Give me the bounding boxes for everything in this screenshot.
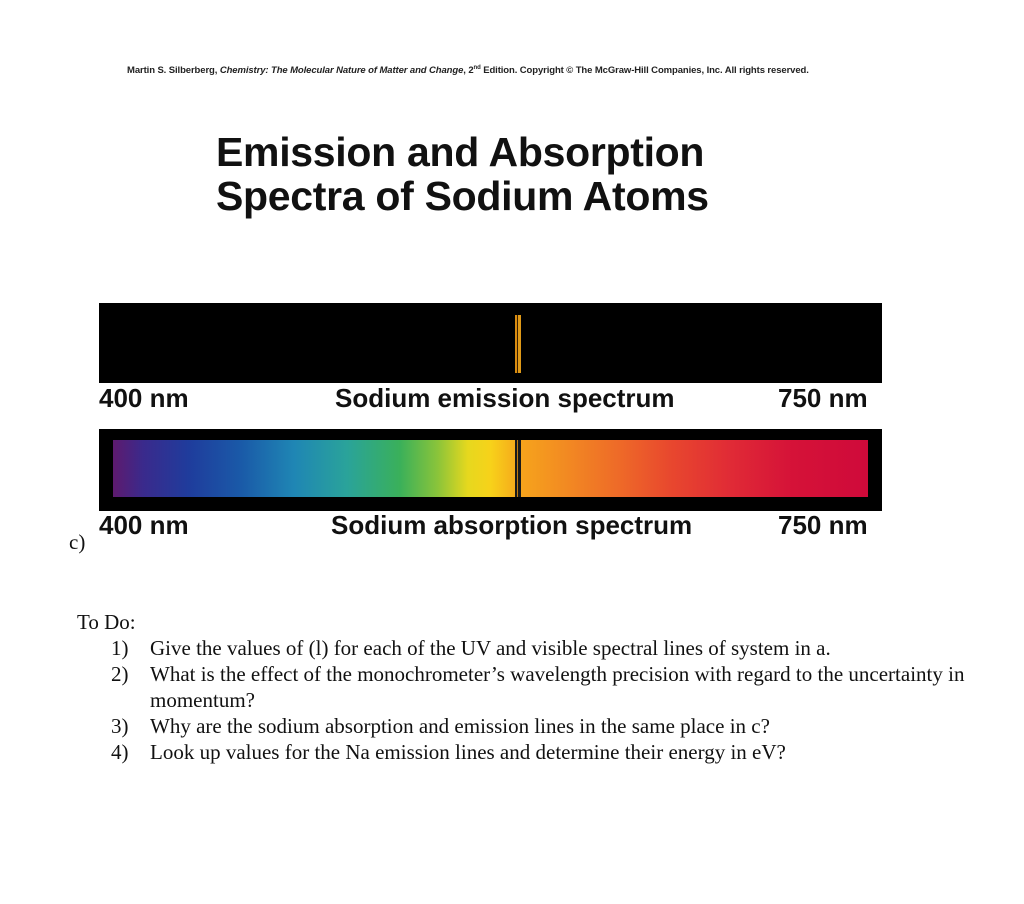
todo-list [77, 635, 977, 765]
part-c-label: c) [69, 530, 86, 554]
todo-item [77, 739, 977, 765]
citation-book-title: Chemistry: The Molecular Nature of Matter and Change [219, 65, 464, 77]
absorption-max-wavelength-label: 750 nm [778, 510, 868, 540]
todo-item [77, 661, 977, 713]
absorption-spectrum-gradient [113, 440, 868, 497]
sodium-emission-line [515, 315, 521, 373]
todo-item-number: 1) [111, 636, 129, 660]
citation-edition-sup: nd [473, 65, 481, 71]
figure-title [216, 130, 709, 218]
citation-edition-rest: Edition. Copyright © The McGraw-Hill Companies, Inc. All rights reserved. [480, 65, 809, 77]
absorption-spectrum-label: Sodium absorption spectrum [331, 510, 693, 540]
todo-item-text: Why are the sodium absorption and emission lines in the same place in c? [150, 714, 770, 738]
absorption-min-wavelength-label: 400 nm [99, 510, 189, 540]
todo-item-number: 2) [111, 662, 129, 686]
todo-item-text: Look up values for the Na emission lines and determine their energy in eV? [150, 740, 786, 764]
emission-max-wavelength-label: 750 nm [778, 383, 868, 413]
todo-item [77, 713, 977, 739]
todo-heading: To Do: [77, 610, 136, 634]
title-line-2: Spectra of Sodium Atoms [216, 173, 709, 219]
citation-edition-prefix: , 2 [463, 65, 474, 77]
copyright-citation [127, 65, 809, 76]
todo-item-text: What is the effect of the monochrometer’s wavelength precision with regard to the uncertainty in momentum? [150, 662, 965, 712]
emission-spectrum-strip [99, 303, 882, 383]
todo-item-number: 3) [111, 714, 129, 738]
todo-section [77, 609, 977, 765]
citation-author: Martin S. Silberberg, [127, 65, 220, 77]
title-line-1: Emission and Absorption [216, 129, 705, 175]
emission-spectrum-label: Sodium emission spectrum [335, 383, 675, 413]
todo-item-text: Give the values of (l) for each of the UV and visible spectral lines of system in a. [150, 636, 831, 660]
sodium-absorption-line [515, 440, 521, 497]
todo-item-number: 4) [111, 740, 129, 764]
todo-item [77, 635, 977, 661]
emission-min-wavelength-label: 400 nm [99, 383, 189, 413]
